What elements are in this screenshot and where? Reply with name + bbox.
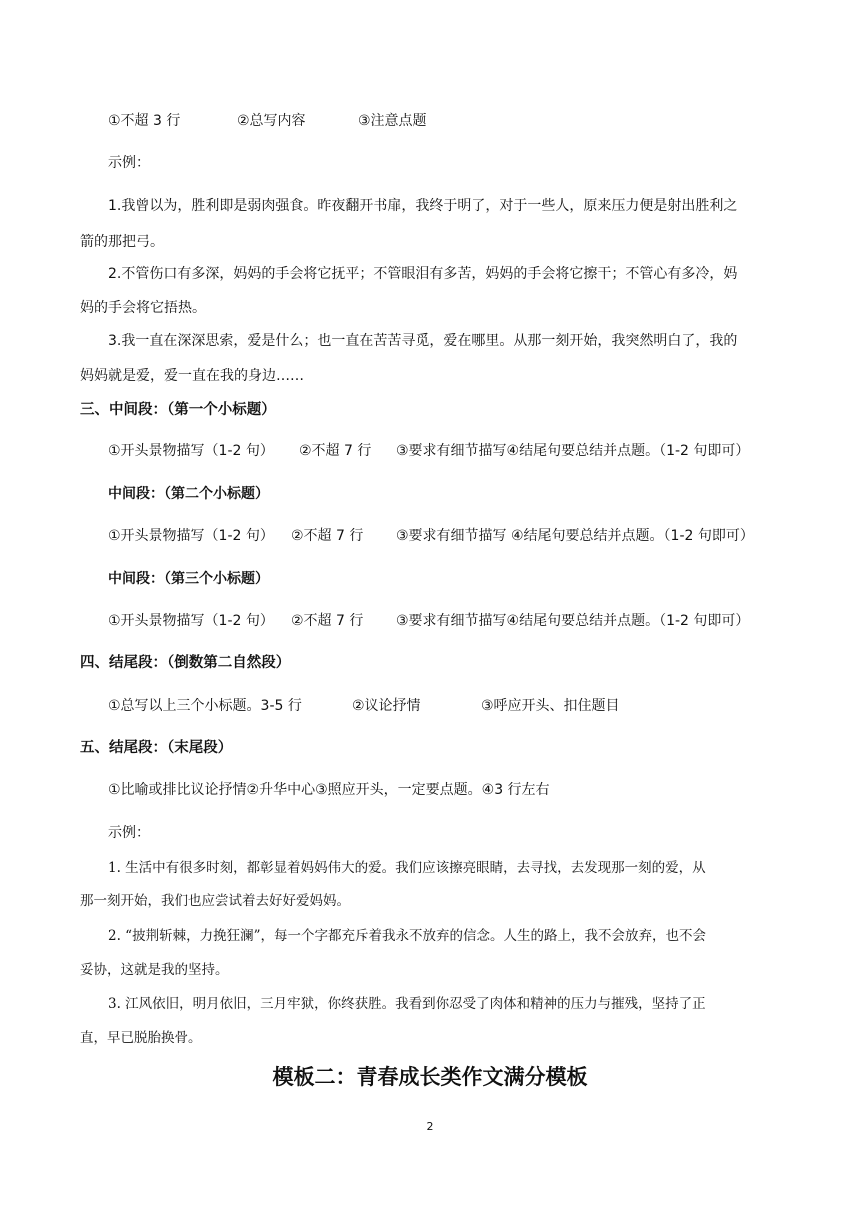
example-line: 3. 江风依旧，明月依旧，三月牢狱，你终获胜。我看到你忍受了肉体和精神的压力与摧残，坚持了正: [108, 996, 706, 1012]
requirement-item: ①开头景物描写（1-2 句）: [108, 443, 274, 459]
requirement-item: ②不超 7 行: [291, 613, 364, 629]
subsection-heading: 中间段：（第三个小标题）: [108, 571, 269, 587]
example-line: 妈的手会将它捂热。: [80, 300, 206, 316]
requirement-item: ②议论抒情: [352, 698, 421, 714]
requirement-item: ①不超 3 行: [108, 113, 181, 129]
requirement-item: ③要求有细节描写④结尾句要总结并点题。（1-2 句即可）: [396, 613, 750, 629]
example-line: 3.我一直在深深思索，爱是什么；也一直在苦苦寻觅，爱在哪里。从那一刻开始，我突然明白了，我的: [108, 333, 738, 349]
requirement-item: ③呼应开头、扣住题目: [481, 698, 620, 714]
example-line: 1. 生活中有很多时刻，都彰显着妈妈伟大的爱。我们应该擦亮眼睛，去寻找，去发现那一刻的爱，从: [108, 860, 706, 876]
example-label: 示例：: [108, 155, 150, 171]
example-line: 箭的那把弓。: [80, 234, 164, 250]
template-title: 模板二：青春成长类作文满分模板: [272, 1065, 588, 1089]
example-line: 妈妈就是爱，爱一直在我的身边……: [80, 368, 304, 384]
requirement-item: ①总写以上三个小标题。3-5 行: [108, 698, 302, 714]
requirement-line: ①比喻或排比议论抒情②升华中心③照应开头，一定要点题。④3 行左右: [108, 782, 550, 798]
requirement-item: ②不超 7 行: [291, 528, 364, 544]
example-line: 直，早已脱胎换骨。: [80, 1030, 202, 1046]
requirement-item: ③要求有细节描写 ④结尾句要总结并点题。（1-2 句即可）: [396, 528, 754, 544]
example-line: 那一刻开始，我们也应尝试着去好好爱妈妈。: [80, 893, 350, 909]
requirement-item: ①开头景物描写（1-2 句）: [108, 528, 274, 544]
example-line: 2. “披荆斩棘，力挽狂澜”，每一个字都充斥着我永不放弃的信念。人生的路上，我不会放弃，也不会: [108, 928, 706, 944]
subsection-heading: 中间段：（第二个小标题）: [108, 486, 269, 502]
page-number: 2: [426, 1120, 434, 1133]
section-heading: 五、结尾段：（末尾段）: [80, 740, 233, 756]
section-heading: 四、结尾段：（倒数第二自然段）: [80, 655, 291, 671]
example-line: 妥协，这就是我的坚持。: [80, 962, 229, 978]
example-label: 示例：: [108, 825, 150, 841]
example-line: 2.不管伤口有多深，妈妈的手会将它抚平；不管眼泪有多苦，妈妈的手会将它擦干；不管心有多冷，妈: [108, 266, 738, 282]
section-heading: 三、中间段：（第一个小标题）: [80, 402, 276, 418]
requirement-item: ③注意点题: [358, 113, 427, 129]
requirement-item: ①开头景物描写（1-2 句）: [108, 613, 274, 629]
requirement-item: ②总写内容: [237, 113, 306, 129]
requirement-item: ③要求有细节描写④结尾句要总结并点题。（1-2 句即可）: [396, 443, 750, 459]
requirement-item: ②不超 7 行: [299, 443, 372, 459]
example-line: 1.我曾以为，胜利即是弱肉强食。昨夜翻开书扉，我终于明了，对于一些人，原来压力便是射出胜利之: [108, 198, 738, 214]
